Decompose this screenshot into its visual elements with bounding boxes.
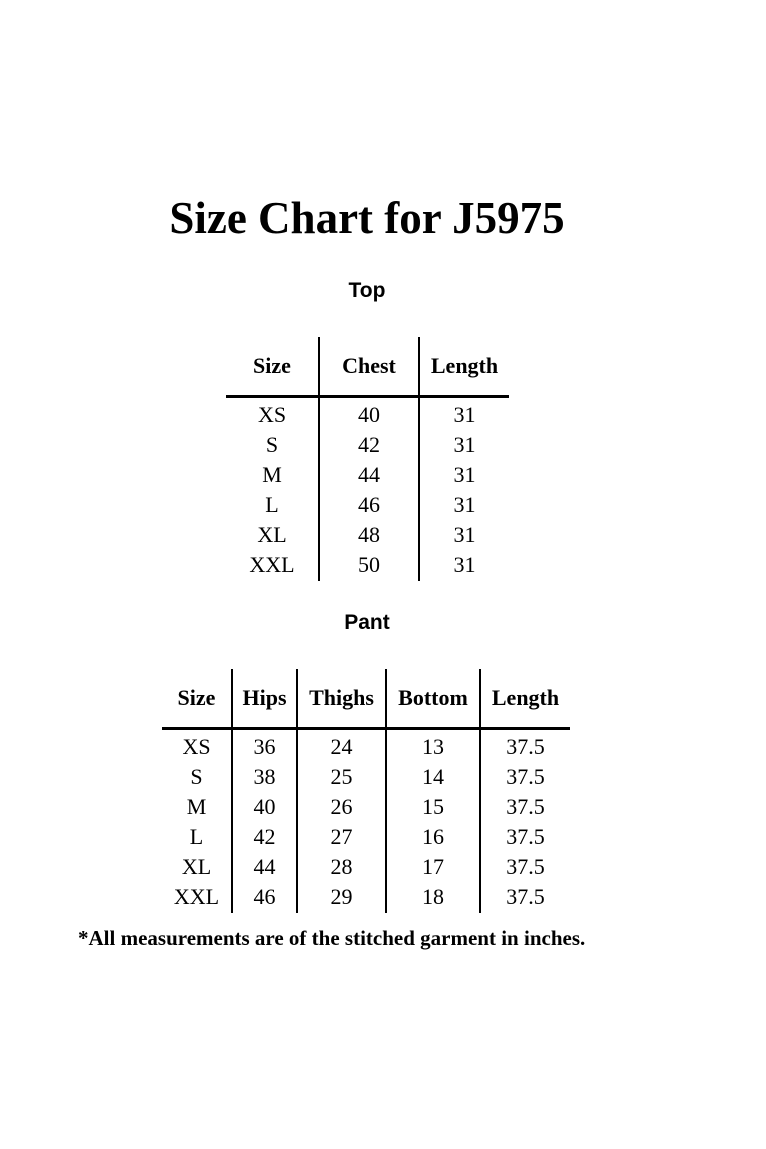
table-row — [226, 397, 509, 431]
length-cell: 37.5 — [480, 762, 570, 792]
column-header-size: Size — [162, 669, 232, 729]
bottom-cell: 13 — [386, 729, 480, 763]
thighs-cell: 26 — [297, 792, 386, 822]
length-cell: 37.5 — [480, 822, 570, 852]
size-cell: XS — [182, 734, 211, 759]
size-cell: M — [262, 462, 282, 487]
column-header-chest: Chest — [319, 337, 419, 397]
size-cell: XS — [257, 402, 287, 427]
page-title: Size Chart for J5975 — [169, 193, 565, 243]
length-cell: 37.5 — [480, 882, 570, 913]
table-row — [162, 852, 570, 882]
table-row — [162, 762, 570, 792]
size-cell: XXL — [173, 884, 220, 909]
thighs-cell: 25 — [297, 762, 386, 792]
table-row — [162, 882, 570, 913]
size-cell: XL — [257, 522, 287, 547]
chest-cell: 42 — [319, 430, 419, 460]
column-header-thighs: Thighs — [297, 669, 386, 729]
top-section-label: Top — [348, 279, 386, 302]
column-header-hips: Hips — [232, 669, 297, 729]
size-cell: L — [265, 492, 279, 517]
hips-cell: 40 — [232, 792, 297, 822]
chest-cell: 40 — [319, 397, 419, 431]
table-header-row — [226, 337, 509, 397]
chest-cell: 50 — [319, 550, 419, 581]
table-row — [162, 822, 570, 852]
thighs-cell: 24 — [297, 729, 386, 763]
table-row — [226, 550, 509, 581]
length-cell: 31 — [419, 520, 509, 550]
table-row — [226, 490, 509, 520]
size-cell: XL — [181, 854, 212, 879]
table-header-row — [162, 669, 570, 729]
length-cell: 31 — [419, 397, 509, 431]
size-cell: S — [265, 432, 279, 457]
bottom-cell: 14 — [386, 762, 480, 792]
column-header-length: Length — [419, 337, 509, 397]
pant-section-label: Pant — [344, 611, 390, 634]
thighs-cell: 28 — [297, 852, 386, 882]
length-cell: 31 — [419, 490, 509, 520]
chest-cell: 44 — [319, 460, 419, 490]
table-row — [226, 430, 509, 460]
thighs-cell: 27 — [297, 822, 386, 852]
chest-cell: 48 — [319, 520, 419, 550]
bottom-cell: 17 — [386, 852, 480, 882]
bottom-cell: 15 — [386, 792, 480, 822]
column-header-size: Size — [226, 337, 319, 397]
pant-size-table — [162, 669, 570, 913]
table-row — [226, 520, 509, 550]
bottom-cell: 18 — [386, 882, 480, 913]
table-row — [226, 460, 509, 490]
length-cell: 31 — [419, 460, 509, 490]
hips-cell: 38 — [232, 762, 297, 792]
bottom-cell: 16 — [386, 822, 480, 852]
size-cell: L — [189, 824, 204, 849]
hips-cell: 36 — [232, 729, 297, 763]
length-cell: 37.5 — [480, 852, 570, 882]
length-cell: 37.5 — [480, 729, 570, 763]
size-cell: S — [190, 764, 203, 789]
hips-cell: 46 — [232, 882, 297, 913]
length-cell: 37.5 — [480, 792, 570, 822]
length-cell: 31 — [419, 430, 509, 460]
top-size-table — [226, 337, 509, 581]
size-cell: M — [186, 794, 207, 819]
hips-cell: 44 — [232, 852, 297, 882]
table-row — [162, 729, 570, 763]
length-cell: 31 — [419, 550, 509, 581]
measurement-footnote: *All measurements are of the stitched garment in inches. — [78, 926, 586, 950]
table-row — [162, 792, 570, 822]
column-header-length: Length — [480, 669, 570, 729]
thighs-cell: 29 — [297, 882, 386, 913]
column-header-bottom: Bottom — [386, 669, 480, 729]
size-cell: XXL — [249, 552, 295, 577]
chest-cell: 46 — [319, 490, 419, 520]
hips-cell: 42 — [232, 822, 297, 852]
